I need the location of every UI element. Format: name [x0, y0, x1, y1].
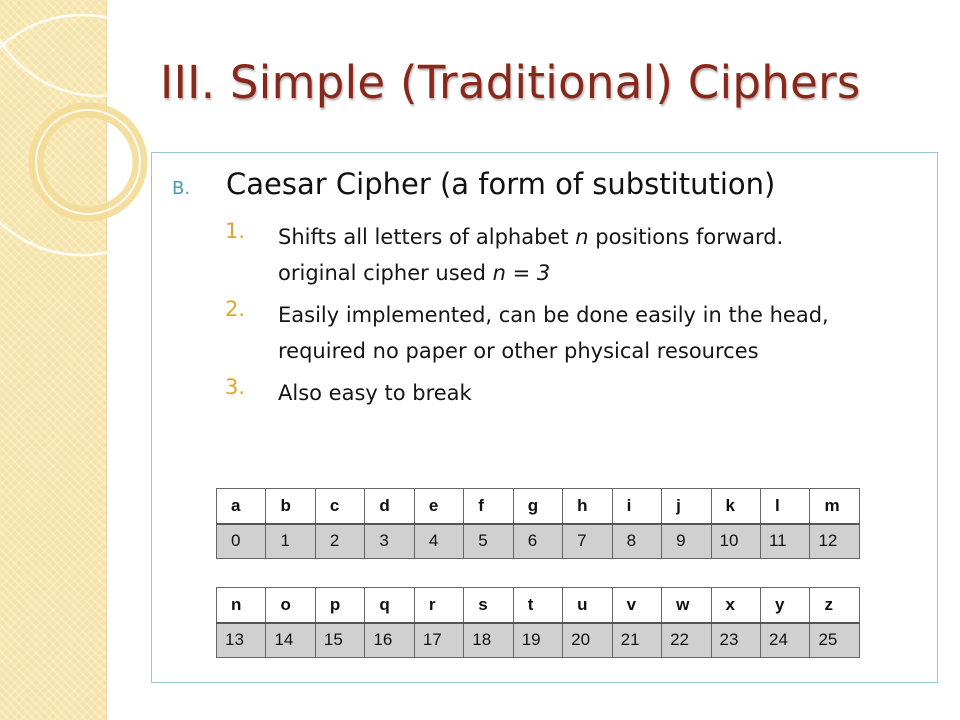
item-text-part: original cipher used — [278, 261, 493, 285]
letter-cell: l — [760, 489, 809, 524]
number-row — [217, 524, 860, 559]
letter-cell: c — [315, 489, 364, 524]
number-cell: 7 — [563, 524, 612, 559]
number-cell: 18 — [464, 623, 513, 658]
slide-title: III. Simple (Traditional) Ciphers — [160, 56, 861, 109]
number-cell: 11 — [760, 524, 809, 559]
letter-cell: w — [662, 588, 711, 623]
letter-cell: f — [464, 489, 513, 524]
number-cell: 13 — [217, 623, 266, 658]
number-cell: 24 — [760, 623, 809, 658]
letter-cell: m — [810, 489, 860, 524]
number-cell: 20 — [563, 623, 612, 658]
list-item — [225, 297, 915, 369]
letter-cell: n — [217, 588, 266, 623]
letter-cell: h — [563, 489, 612, 524]
number-cell: 8 — [612, 524, 661, 559]
item-number: 1. — [225, 219, 246, 243]
letter-cell: x — [711, 588, 760, 623]
letter-cell: q — [365, 588, 414, 623]
item-text-variable: n — [575, 225, 589, 249]
number-cell: 21 — [612, 623, 661, 658]
number-cell: 10 — [711, 524, 760, 559]
number-cell: 12 — [810, 524, 860, 559]
letter-cell: k — [711, 489, 760, 524]
number-cell: 2 — [315, 524, 364, 559]
number-cell: 17 — [414, 623, 463, 658]
letter-cell: v — [612, 588, 661, 623]
letter-row — [217, 588, 860, 623]
number-cell: 19 — [513, 623, 562, 658]
letter-cell: b — [266, 489, 315, 524]
number-cell: 16 — [365, 623, 414, 658]
letter-cell: o — [266, 588, 315, 623]
letter-cell: z — [810, 588, 860, 623]
cipher-table-a-to-m — [216, 488, 860, 559]
number-cell: 25 — [810, 623, 860, 658]
number-cell: 1 — [266, 524, 315, 559]
letter-cell: y — [760, 588, 809, 623]
number-cell: 15 — [315, 623, 364, 658]
number-row — [217, 623, 860, 658]
item-text-part: Shifts all letters of alphabet — [278, 225, 576, 249]
item-number: 3. — [225, 375, 246, 399]
number-cell: 6 — [513, 524, 562, 559]
cipher-table-n-to-z — [216, 587, 860, 658]
letter-cell: u — [563, 588, 612, 623]
bullet-list — [225, 219, 915, 423]
letter-cell: s — [464, 588, 513, 623]
number-cell: 3 — [365, 524, 414, 559]
letter-cell: d — [365, 489, 414, 524]
number-cell: 14 — [266, 623, 315, 658]
letter-row — [217, 489, 860, 524]
letter-cell: g — [513, 489, 562, 524]
list-item — [225, 375, 915, 411]
letter-cell: e — [414, 489, 463, 524]
item-text: Also easy to break — [278, 381, 472, 405]
letter-cell: p — [315, 588, 364, 623]
list-item — [225, 219, 915, 291]
letter-cell: t — [513, 588, 562, 623]
letter-cell: j — [662, 489, 711, 524]
number-cell: 4 — [414, 524, 463, 559]
section-marker: B. — [172, 178, 191, 199]
section-heading: Caesar Cipher (a form of substitution) — [226, 167, 776, 201]
letter-cell: r — [414, 588, 463, 623]
item-text — [278, 219, 915, 291]
letter-cell: a — [217, 489, 266, 524]
number-cell: 22 — [662, 623, 711, 658]
item-number: 2. — [225, 297, 246, 321]
number-cell: 5 — [464, 524, 513, 559]
letter-cell: i — [612, 489, 661, 524]
item-text: Easily implemented, can be done easily in the head, required no paper or other physical resources — [278, 303, 829, 363]
number-cell: 0 — [217, 524, 266, 559]
number-cell: 9 — [662, 524, 711, 559]
section-heading-row — [172, 167, 775, 201]
item-text-equation: n = 3 — [492, 261, 551, 285]
number-cell: 23 — [711, 623, 760, 658]
item-text-part: positions forward. — [588, 225, 784, 249]
